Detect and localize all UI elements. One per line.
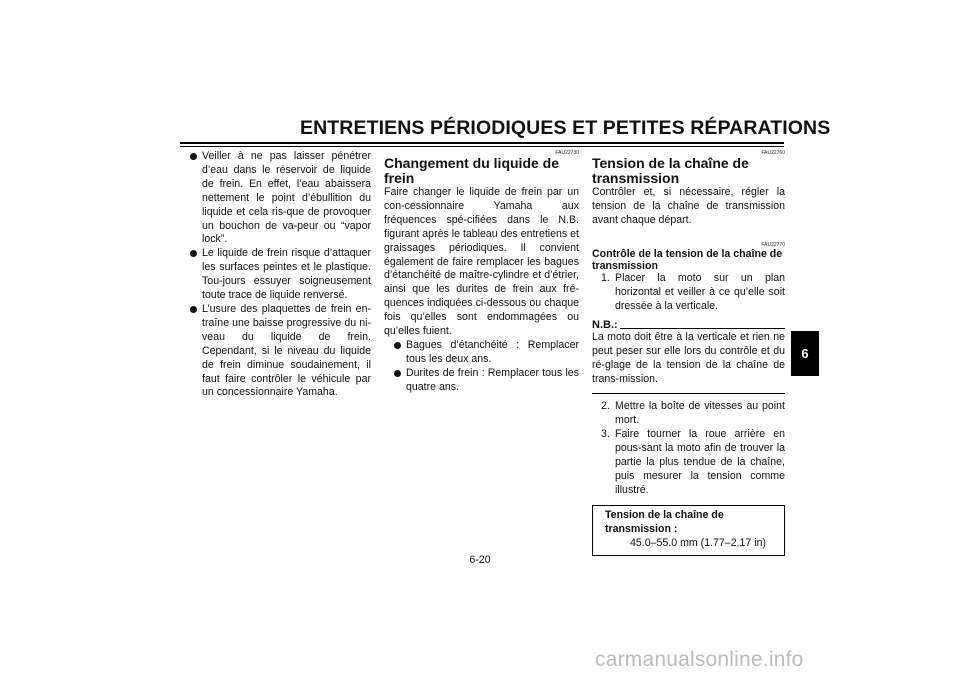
list-item: Veiller à ne pas laisser pénétrer d’eau dans le réservoir de liquide de frein. En effet, l’eau abaissera nettement le point d’ébullition du liquide et cela ris-que de provoquer un bouchon de va-peur ou “vapor lock”. — [190, 150, 371, 247]
replacement-interval-list — [394, 339, 579, 395]
spec-label: Tension de la chaîne de transmission : — [605, 509, 724, 536]
subheading-chain-check: Contrôle de la tension de la chaîne de transmission — [592, 247, 783, 272]
bullet-icon — [190, 250, 197, 257]
note-text: La moto doit être à la verticale et rien ne peut peser sur elle lors du contrôle et du ré-glage de la tension de la chaîne de trans-mission. — [592, 331, 785, 386]
brake-fluid-paragraph: Faire changer le liquide de frein par un con-cessionnaire Yamaha aux fréquences spé-cifiées dans le N.B. figurant après le tableau des entretiens et graissages périodiques. Il convient également de faire remplacer les bagues d’étanchéité de maître-cylindre et d’étrier, ainsi que les durites de frein aux fré-quences indiquées ci-dessous ou chaque fois qu’elles sont endommagées ou qu’elles fuient. — [384, 186, 579, 338]
page-title: ENTRETIENS PÉRIODIQUES ET PETITES RÉPARATIONS — [300, 117, 831, 139]
reference-code: FAU22730 — [555, 150, 579, 156]
spec-box — [592, 505, 785, 556]
list-item: L’usure des plaquettes de frein en-traîne une baisse progressive du ni-veau du liquide de frein. Cependant, si le niveau du liquide de frein diminue soudainement, il faut faire contrôler le véhicule par un concessionnaire Yamaha. — [190, 303, 371, 400]
header-rule-thick — [180, 142, 784, 144]
column-left — [190, 150, 371, 400]
column-middle — [384, 150, 579, 395]
bullet-icon — [190, 306, 197, 313]
note-title: N.B.: — [592, 319, 785, 331]
bullet-icon — [394, 370, 401, 377]
section-heading-brake-fluid: Changement du liquide de frein — [384, 155, 560, 186]
bullet-icon — [394, 342, 401, 349]
spec-value: 45.0–55.0 mm (1.77–2.17 in) — [630, 537, 767, 550]
steps-list — [592, 272, 785, 314]
chapter-tab: 6 — [791, 331, 819, 376]
list-item: Durites de frein : Remplacer tous les quatre ans. — [394, 367, 579, 395]
list-item: Le liquide de frein risque d’attaquer les surfaces peintes et le plastique. Tou-jours essuyer soigneusement toute trace de liquide renversé. — [190, 247, 371, 303]
brake-fluid-notes-list — [190, 150, 371, 400]
header-rule-thin — [180, 146, 784, 147]
note-end-rule — [592, 393, 785, 394]
note-rule — [620, 328, 785, 329]
steps-list — [592, 400, 785, 497]
chain-tension-intro: Contrôler et, si nécessaire, régler la tension de la chaîne de transmission avant chaque départ. — [592, 186, 785, 226]
step-item: 2. Mettre la boîte de vitesses au point mort. — [601, 400, 785, 426]
step-item: 3. Faire tourner la roue arrière en pous-sant la moto afin de trouver la partie la plus tendue de la chaîne, puis mesurer la tension comme illustré. — [601, 427, 785, 496]
list-item: Bagues d’étanchéité : Remplacer tous les deux ans. — [394, 339, 579, 367]
page-number: 6-20 — [469, 554, 491, 566]
watermark: carmanualsonline.info — [595, 648, 804, 671]
section-heading-chain-tension: Tension de la chaîne de transmission — [592, 155, 749, 186]
column-right — [592, 150, 785, 556]
reference-code: FAU22760 — [761, 150, 785, 156]
step-item: 1. Placer la moto sur un plan horizontal et veiller à ce qu’elle soit dressée à la verticale. — [601, 271, 785, 312]
bullet-icon — [190, 153, 197, 160]
reference-code: FAU22770 — [761, 241, 785, 248]
